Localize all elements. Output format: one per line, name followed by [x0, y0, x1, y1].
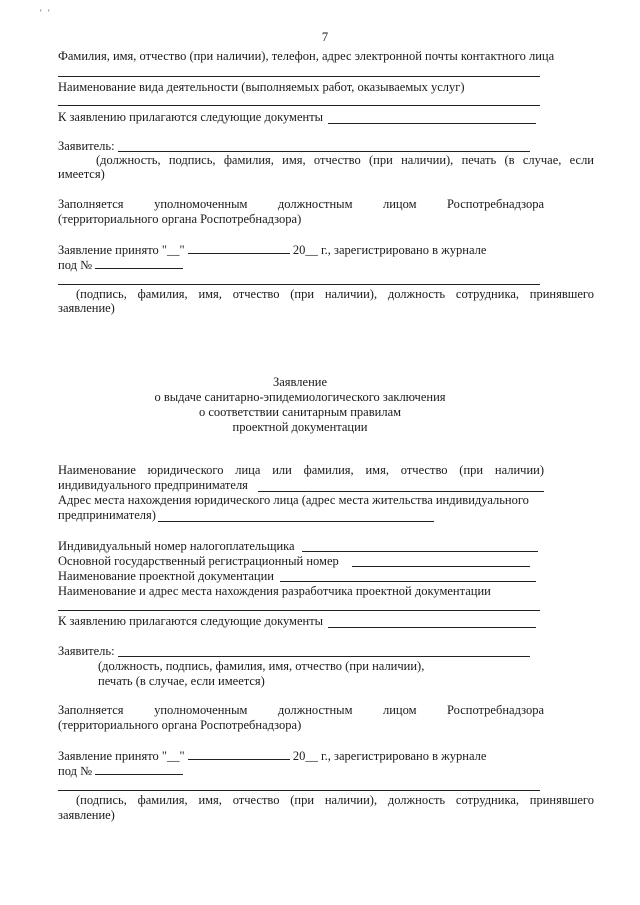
signature-field[interactable]	[58, 284, 540, 285]
org-name-field[interactable]	[258, 491, 544, 492]
corner-mark: '	[48, 8, 50, 18]
accepted-month-field[interactable]	[188, 242, 290, 254]
accepted-line-2: Заявление принято "__" 20__ г., зарегистрировано в журнале	[58, 749, 487, 763]
accepted-year-field[interactable]: __	[305, 243, 318, 257]
corner-mark: '	[40, 8, 42, 18]
filled-by-label: Заполняется уполномоченным должностным лицом Роспотребнадзора	[58, 197, 544, 211]
org-name-label: Наименование юридического лица или фамилия, имя, отчество (при наличии)	[58, 463, 544, 477]
applicant-field-2[interactable]	[118, 656, 530, 657]
inn-field[interactable]	[302, 551, 538, 552]
accepted-line: Заявление принято "__" 20__ г., зарегистрировано в журнале	[58, 243, 487, 257]
accepted-year-field-2[interactable]: __	[305, 749, 318, 763]
address-field[interactable]	[158, 521, 434, 522]
contact-person-field[interactable]	[58, 76, 540, 77]
form-subtitle-line3: проектной документации	[232, 420, 368, 434]
registration-number-label: под №	[58, 257, 183, 273]
activity-type-field[interactable]	[58, 105, 540, 106]
ogrn-label: Основной государственный регистрационный номер	[58, 554, 339, 568]
form-subtitle-line2: о соответствии санитарным правилам	[198, 405, 402, 419]
filled-by-label-2: Заполняется уполномоченным должностным лицом Роспотребнадзора	[58, 703, 544, 717]
filled-by-authority-2: (территориального органа Роспотребнадзора)	[58, 718, 302, 732]
applicant-field[interactable]	[118, 151, 530, 152]
signature-field-2[interactable]	[58, 790, 540, 791]
attached-docs-field[interactable]	[328, 123, 536, 124]
inn-label: Индивидуальный номер налогоплательщика	[58, 539, 295, 553]
ogrn-field[interactable]	[352, 566, 530, 567]
applicant-hint: (должность, подпись, фамилия, имя, отчество (при наличии), печать (в случае, если	[96, 153, 594, 167]
attached-docs-label: К заявлению прилагаются следующие документы	[58, 110, 324, 124]
signature-hint: (подпись, фамилия, имя, отчество (при наличии), должность сотрудника, принявшего	[76, 287, 594, 301]
registration-number-field-2[interactable]	[95, 763, 183, 775]
attached-docs-label-2: К заявлению прилагаются следующие документы	[58, 614, 324, 628]
contact-person-label: Фамилия, имя, отчество (при наличии), телефон, адрес электронной почты контактного лица	[58, 49, 555, 63]
activity-type-label: Наименование вида деятельности (выполняемых работ, оказываемых услуг)	[58, 80, 465, 94]
applicant-hint-2-continued: печать (в случае, если имеется)	[98, 674, 265, 688]
project-doc-field[interactable]	[280, 581, 536, 582]
applicant-label: Заявитель:	[58, 139, 115, 153]
applicant-hint-continued: имеется)	[58, 167, 105, 181]
address-label: Адрес места нахождения юридического лица (адрес места жительства индивидуального	[58, 493, 529, 507]
page-number: 7	[321, 30, 329, 44]
developer-field[interactable]	[58, 610, 540, 611]
org-name-label-continued: индивидуального предпринимателя	[58, 478, 248, 492]
form-title: Заявление	[272, 375, 327, 389]
form-subtitle-line1: о выдаче санитарно-эпидемиологического заключения	[154, 390, 446, 404]
filled-by-authority: (территориального органа Роспотребнадзора)	[58, 212, 302, 226]
signature-hint-continued: заявление)	[58, 301, 115, 315]
registration-number-field[interactable]	[95, 257, 183, 269]
attached-docs-field-2[interactable]	[328, 627, 536, 628]
signature-hint-2: (подпись, фамилия, имя, отчество (при наличии), должность сотрудника, принявшего	[76, 793, 594, 807]
accepted-day-field[interactable]: __	[166, 243, 180, 257]
registration-number-label-2: под №	[58, 763, 183, 779]
accepted-day-field-2[interactable]: __	[166, 749, 180, 763]
applicant-hint-2: (должность, подпись, фамилия, имя, отчество (при наличии),	[98, 659, 425, 673]
accepted-month-field-2[interactable]	[188, 748, 290, 760]
developer-label: Наименование и адрес места нахождения разработчика проектной документации	[58, 584, 491, 598]
project-doc-label: Наименование проектной документации	[58, 569, 274, 583]
applicant-label-2: Заявитель:	[58, 644, 115, 658]
signature-hint-2-continued: заявление)	[58, 808, 115, 822]
address-label-continued: предпринимателя)	[58, 508, 156, 522]
